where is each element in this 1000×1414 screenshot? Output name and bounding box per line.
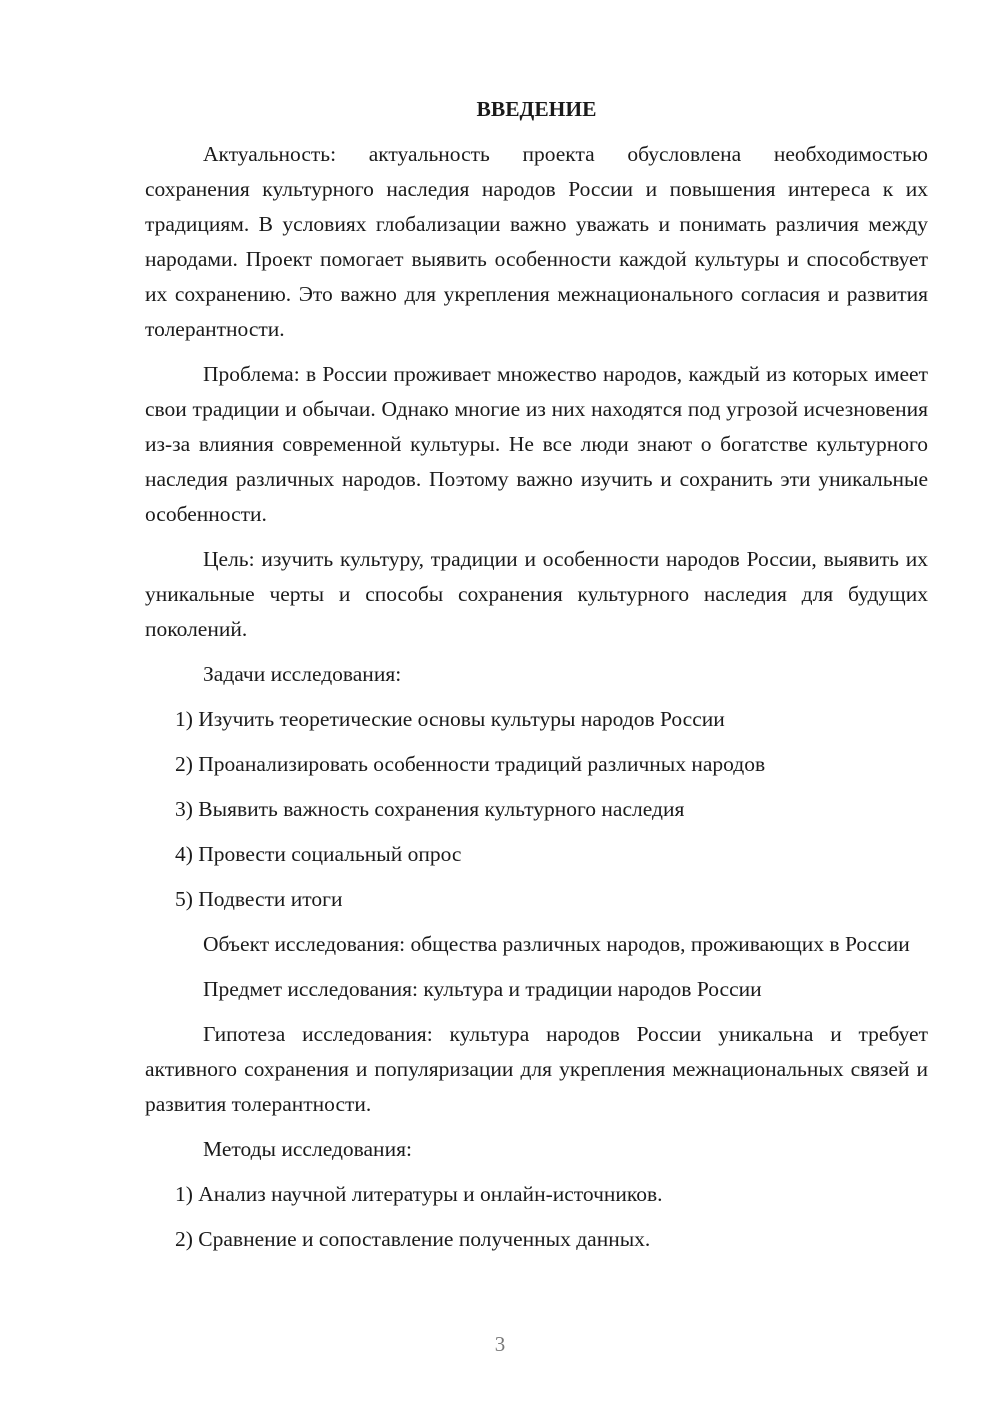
subject-line: Предмет исследования: культура и традиции народов России — [203, 977, 762, 1001]
task-item: 5) Подвести итоги — [175, 887, 343, 911]
task-item: 2) Проанализировать особенности традиций различных народов — [175, 752, 766, 776]
tasks-heading: Задачи исследования: — [203, 662, 402, 686]
task-item: 1) Изучить теоретические основы культуры народов России — [175, 707, 725, 731]
goal-paragraph: Цель: изучить культуру, традиции и особенности народов России, выявить их уникальные черты и способы сохранения культурного наследия для будущих поколений. — [145, 547, 928, 641]
tasks-list — [145, 702, 928, 917]
hypothesis-paragraph: Гипотеза исследования: культура народов России уникальна и требует активного сохранения и популяризации для укрепления межнациональных связей и развития толерантности. — [145, 1022, 928, 1116]
methods-heading: Методы исследования: — [203, 1137, 412, 1161]
page-number: 3 — [494, 1332, 506, 1356]
document-page — [145, 92, 928, 1267]
task-item: 3) Выявить важность сохранения культурного наследия — [175, 797, 685, 821]
relevance-paragraph: Актуальность: актуальность проекта обусловлена необходимостью сохранения культурного наследия народов России и повышения интереса к их традициям. В условиях глобализации важно уважать и понимать различия между народами. Проект помогает выявить особенности каждой культуры и способствует их сохранению. Это важно для укрепления межнационального согласия и развития толерантности. — [145, 142, 928, 341]
object-paragraph: Объект исследования: общества различных народов, проживающих в России — [203, 932, 910, 956]
method-item: 1) Анализ научной литературы и онлайн-источников. — [175, 1182, 663, 1206]
section-title: ВВЕДЕНИЕ — [476, 97, 597, 121]
methods-list — [145, 1177, 928, 1257]
method-item: 2) Сравнение и сопоставление полученных данных. — [175, 1227, 651, 1251]
problem-paragraph: Проблема: в России проживает множество народов, каждый из которых имеет свои традиции и обычаи. Однако многие из них находятся под угрозой исчезновения из-за влияния современной культуры. Не все люди знают о богатстве культурного наследия различных народов. Поэтому важно изучить и сохранить эти уникальные особенности. — [145, 362, 928, 526]
task-item: 4) Провести социальный опрос — [175, 842, 462, 866]
